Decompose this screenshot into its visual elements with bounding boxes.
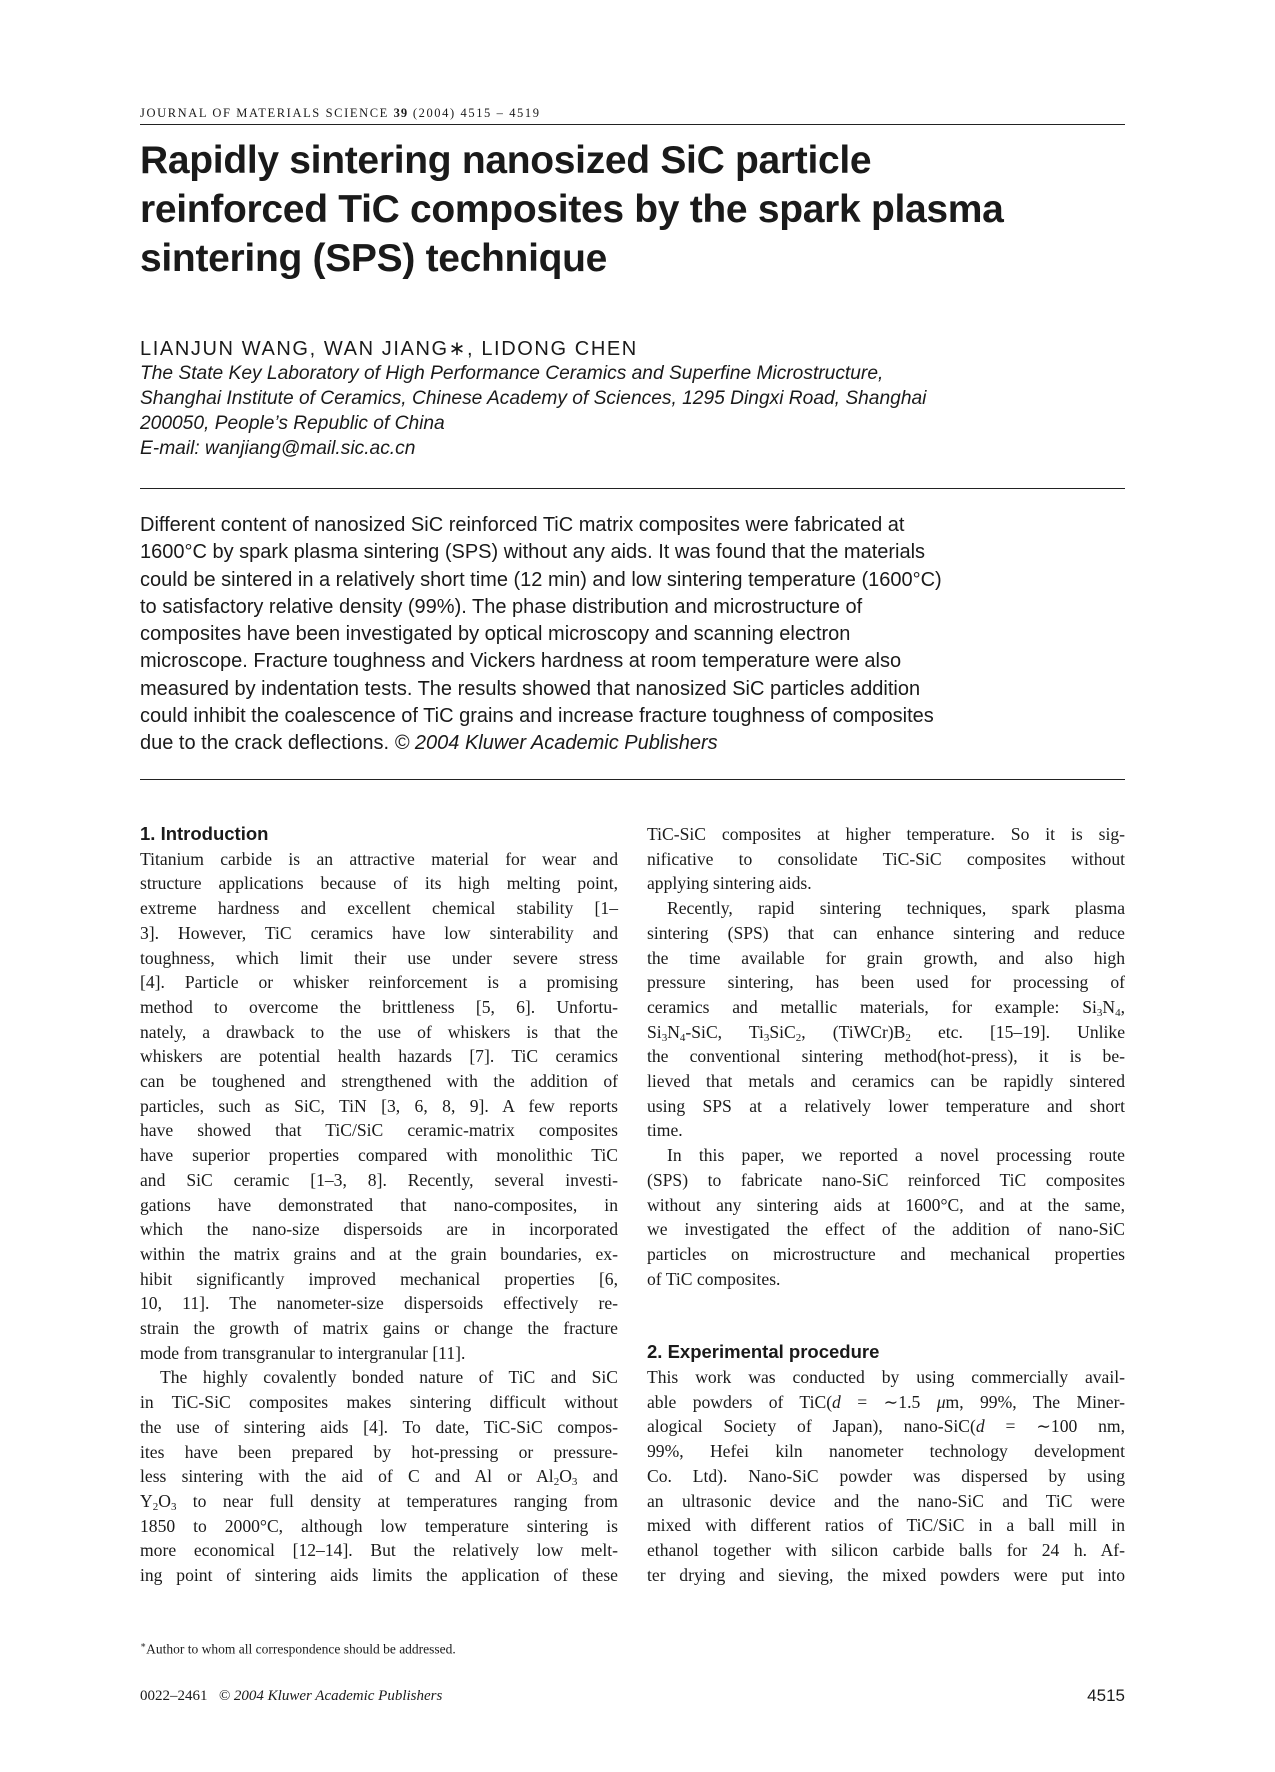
- left-column: [140, 822, 618, 1588]
- abstract-top-rule: [140, 488, 1125, 489]
- title-line: Rapidly sintering nanosized SiC particle: [140, 139, 872, 182]
- body-line: can be toughened and strengthened with the addition of: [140, 1071, 618, 1092]
- body-line: less sintering with the aid of C and Al or $Al_2O_3$ and: [140, 1466, 619, 1489]
- body-line: of TiC composites.: [647, 1268, 781, 1289]
- body-line: ing point of sintering aids limits the application of these: [140, 1565, 618, 1586]
- abstract-line: could inhibit the coalescence of TiC grains and increase fracture toughness of composites: [140, 705, 934, 728]
- body-line: [4]. Particle or whisker reinforcement is a promising: [140, 972, 618, 993]
- body-line: more economical [12–14]. But the relatively low melt-: [140, 1540, 618, 1561]
- body-line: we investigated the effect of the addition of nano-SiC: [647, 1219, 1125, 1240]
- body-line: 10, 11]. The nanometer-size dispersoids effectively re-: [140, 1293, 618, 1314]
- body-line: time.: [647, 1120, 683, 1141]
- body-line: mixed with different ratios of TiC/SiC in a ball mill in: [647, 1515, 1125, 1536]
- body-line: nificative to consolidate TiC-SiC composites without: [647, 848, 1125, 869]
- affiliation: [140, 361, 1125, 461]
- body-line: the time available for grain growth, and also high: [647, 947, 1125, 968]
- right-column: [647, 822, 1125, 1587]
- journal-name: JOURNAL OF MATERIALS SCIENCE: [140, 106, 389, 120]
- body-line: hibit significantly improved mechanical properties [6,: [140, 1268, 618, 1289]
- footer-issn-copyright: [140, 1688, 442, 1705]
- section-heading-introduction: 1. Introduction: [140, 823, 269, 844]
- footnote: [140, 1640, 456, 1658]
- body-line: sintering (SPS) that can enhance sintering and reduce: [647, 922, 1125, 943]
- body-line: 1850 to 2000°C, although low temperature sintering is: [140, 1515, 618, 1536]
- authors: LIANJUN WANG, WAN JIANG∗, LIDONG CHEN: [140, 338, 638, 360]
- abstract-line: composites have been investigated by optical microscopy and scanning electron: [140, 623, 851, 646]
- running-head: [140, 106, 1125, 121]
- body-line: applying sintering aids.: [647, 873, 812, 894]
- abstract: [140, 512, 1125, 758]
- body-line: have superior properties compared with monolithic TiC: [140, 1145, 618, 1166]
- body-line: ceramics and metallic materials, for example: $Si_3N_4$,: [647, 996, 1125, 1019]
- abstract-line: [140, 730, 1125, 757]
- abstract-line: to satisfactory relative density (99%). The phase distribution and microstructure of: [140, 595, 863, 618]
- body-line: which the nano-size dispersoids are in incorporated: [140, 1219, 618, 1240]
- body-line: ter drying and sieving, the mixed powders were put into: [647, 1564, 1125, 1585]
- abstract-line: 1600°C by spark plasma sintering (SPS) without any aids. It was found that the materials: [140, 541, 926, 564]
- body-line: whiskers are potential health hazards [7]. TiC ceramics: [140, 1046, 618, 1067]
- section-heading-experimental: 2. Experimental procedure: [647, 1341, 880, 1363]
- affiliation-line: 200050, People’s Republic of China: [140, 413, 445, 434]
- body-line: TiC-SiC composites at higher temperature. So it is sig-: [647, 824, 1125, 844]
- body-line: 3]. However, TiC ceramics have low sinterability and: [140, 922, 618, 943]
- footnote-text: Author to whom all correspondence should be addressed.: [146, 1641, 456, 1657]
- abstract-line: microscope. Fracture toughness and Vickers hardness at room temperature were also: [140, 650, 902, 673]
- abstract-last-text: due to the crack deflections.: [140, 732, 390, 755]
- body-line: and SiC ceramic [1–3, 8]. Recently, several investi-: [140, 1169, 618, 1190]
- body-line: $Y_2O_3$ to near full density at temperatures ranging from: [140, 1490, 618, 1513]
- footer-copyright: © 2004 Kluwer Academic Publishers: [218, 1688, 443, 1704]
- section-spacer: [647, 1291, 1125, 1340]
- issn: 0022–2461: [140, 1688, 208, 1704]
- body-line: 99%, Hefei kiln nanometer technology development: [647, 1441, 1125, 1462]
- abstract-line: Different content of nanosized SiC reinforced TiC matrix composites were fabricated at: [140, 514, 905, 536]
- body-line: an ultrasonic device and the nano-SiC and TiC were: [647, 1490, 1125, 1511]
- body-line: without any sintering aids at 1600°C, and at the same,: [647, 1194, 1125, 1215]
- header-rule: [140, 124, 1125, 125]
- body-line: strain the growth of matrix gains or change the fracture: [140, 1318, 618, 1339]
- body-line: alogical Society of Japan), nano-SiC(d = ∼100 nm,: [647, 1416, 1125, 1437]
- body-line: pressure sintering, has been used for processing of: [647, 972, 1125, 993]
- body-line: method to overcome the brittleness [5, 6]. Unfortu-: [140, 996, 618, 1017]
- body-line: particles, such as SiC, TiN [3, 6, 8, 9]. A few reports: [140, 1095, 618, 1116]
- body-line: extreme hardness and excellent chemical stability [1–: [140, 898, 618, 919]
- title-line: reinforced TiC composites by the spark plasma: [140, 188, 1004, 231]
- paper-page: [140, 0, 1125, 1772]
- body-line: nately, a drawback to the use of whiskers is that the: [140, 1021, 618, 1042]
- body-line: lieved that metals and ceramics can be rapidly sintered: [647, 1071, 1125, 1092]
- body-line: the use of sintering aids [4]. To date, TiC-SiC compos-: [140, 1416, 618, 1437]
- body-line: This work was conducted by using commercially avail-: [647, 1367, 1125, 1388]
- body-line: $Si_3N_4$-SiC, $Ti_3SiC_2$, $(TiWCr)B_2$ etc. [15–19]. Unlike: [647, 1021, 1125, 1044]
- body-line: ethanol together with silicon carbide balls for 24 h. Af-: [647, 1539, 1125, 1560]
- body-line: within the matrix grains and at the grain boundaries, ex-: [140, 1243, 618, 1264]
- abstract-line: measured by indentation tests. The results showed that nanosized SiC particles addition: [140, 677, 921, 700]
- body-line: gations have demonstrated that nano-composites, in: [140, 1194, 618, 1215]
- abstract-bottom-rule: [140, 779, 1125, 780]
- body-line: the conventional sintering method(hot-press), it is be-: [647, 1046, 1125, 1067]
- body-line: In this paper, we reported a novel processing route: [667, 1145, 1125, 1166]
- author-email: E-mail: wanjiang@mail.sic.ac.cn: [140, 438, 416, 459]
- body-line: Co. Ltd). Nano-SiC powder was dispersed by using: [647, 1465, 1125, 1486]
- affiliation-line: Shanghai Institute of Ceramics, Chinese Academy of Sciences, 1295 Dingxi Road, Shanghai: [140, 388, 927, 409]
- abstract-line: could be sintered in a relatively short time (12 min) and low sintering temperature (1600°C): [140, 568, 942, 591]
- footnote-mark: ∗: [140, 1640, 147, 1650]
- body-line: Recently, rapid sintering techniques, spark plasma: [667, 898, 1125, 919]
- body-line: using SPS at a relatively lower temperature and short: [647, 1095, 1125, 1116]
- body-line: particles on microstructure and mechanical properties: [647, 1243, 1125, 1264]
- paper-title: [140, 136, 1120, 283]
- body-line: ites have been prepared by hot-pressing or pressure-: [140, 1441, 618, 1462]
- body-line: structure applications because of its high melting point,: [140, 873, 618, 894]
- abstract-copyright: © 2004 Kluwer Academic Publishers: [394, 732, 718, 755]
- body-line: mode from transgranular to intergranular [11].: [140, 1342, 466, 1363]
- body-line: have showed that TiC/SiC ceramic-matrix composites: [140, 1120, 618, 1141]
- body-line: Titanium carbide is an attractive material for wear and: [140, 848, 618, 869]
- body-line: The highly covalently bonded nature of TiC and SiC: [160, 1367, 618, 1388]
- journal-volume: 39: [393, 106, 409, 120]
- title-line: sintering (SPS) technique: [140, 237, 608, 280]
- journal-details: (2004) 4515 – 4519: [412, 106, 541, 120]
- body-line: in TiC-SiC composites makes sintering difficult without: [140, 1392, 618, 1413]
- affiliation-line: The State Key Laboratory of High Performance Ceramics and Superfine Microstructure,: [140, 363, 884, 384]
- page-number: 4515: [1087, 1686, 1125, 1705]
- body-line: (SPS) to fabricate nano-SiC reinforced TiC composites: [647, 1169, 1125, 1190]
- body-line: toughness, which limit their use under severe stress: [140, 947, 618, 968]
- body-line: able powders of TiC(d = ∼1.5 μm, 99%, The Miner-: [647, 1391, 1125, 1412]
